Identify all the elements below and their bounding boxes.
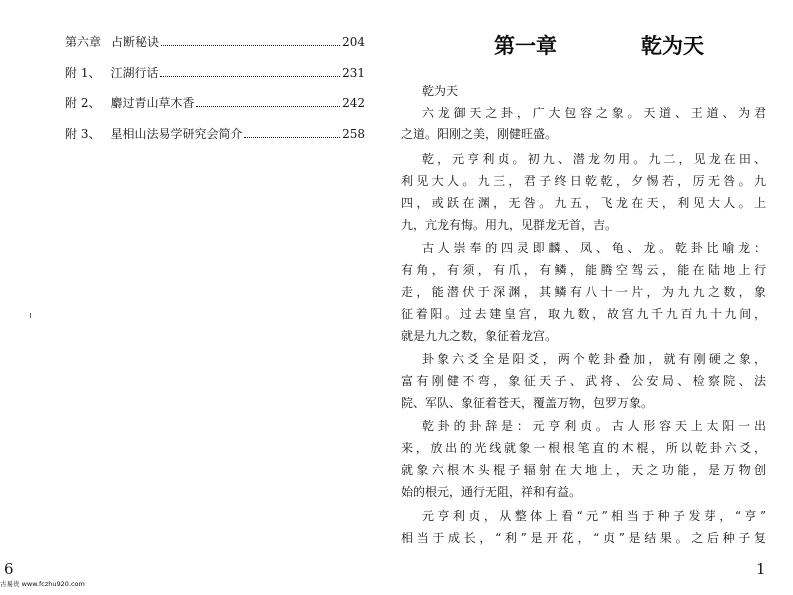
right-page-number: 1 <box>756 560 766 578</box>
body-line: 之道。阳刚之美，刚健旺盛。 <box>401 127 558 141</box>
toc-entry-title: 占断秘诀 <box>111 35 160 49</box>
body-line: 卦象六爻全是阳爻，两个乾卦叠加，就有刚硬之象， <box>422 352 766 366</box>
chapter-body <box>396 83 793 553</box>
toc-entry-page: 242 <box>342 96 365 110</box>
body-line: 四，或跃在渊，无咎。九五，飞龙在天，利见大人。上 <box>401 196 766 210</box>
chapter-heading <box>494 28 704 64</box>
chapter-number: 第一章 <box>494 34 557 58</box>
body-line: 走，能潜伏于深渊，其鳞有八十一片，为九九之数，象 <box>401 285 766 299</box>
body-line: 就是九九之数，象征着龙宫。 <box>401 329 558 343</box>
toc-entry-page: 258 <box>342 126 365 141</box>
table-of-contents <box>65 35 365 157</box>
body-line: 乾，元亨利贞。初九、潜龙勿用。九二，见龙在田、 <box>422 152 766 166</box>
chapter-title: 乾为天 <box>641 34 704 58</box>
body-line: 元亨利贞，从整体上看“元”相当于种子发芽，“亨” <box>422 509 766 523</box>
body-line: 古人崇奉的四灵即麟、凤、龟、龙。乾卦比喻龙： <box>422 241 766 255</box>
footer-watermark-url: 古易贵 www.fczhu920.com <box>0 580 85 588</box>
body-line: 始的根元，通行无阻，祥和有益。 <box>401 485 582 499</box>
toc-entry-label: 附 2、 <box>65 96 101 110</box>
toc-entry-page: 231 <box>342 65 365 80</box>
body-line: 乾为天 <box>422 84 459 98</box>
toc-entry[interactable] <box>65 127 365 142</box>
body-line: 乾卦的卦辞是：元亨利贞。古人形容天上太阳一出 <box>422 419 766 433</box>
toc-dot-leader <box>160 76 340 77</box>
body-line: 九，亢龙有悔。用九，见群龙无首，吉。 <box>401 218 618 232</box>
toc-entry-label: 附 1、 <box>65 65 101 80</box>
body-line: 来，放出的光线就象一根根笔直的木棍，所以乾卦六爻， <box>401 441 766 455</box>
body-line: 利见大人。九三，君子终日乾乾，夕惕若，厉无咎。九 <box>401 174 766 188</box>
toc-entry-label: 第六章 <box>65 35 102 49</box>
toc-entry-title: 星相山法易学研究会简介 <box>110 126 243 141</box>
toc-entry[interactable] <box>65 35 365 50</box>
toc-dot-leader <box>244 137 340 138</box>
right-page <box>396 0 793 595</box>
body-line: 就象六根木头棍子辐射在大地上，天之功能，是万物创 <box>401 463 766 477</box>
scan-speck <box>30 313 31 318</box>
body-line: 院、军队、象征着苍天，覆盖万物，包罗万象。 <box>401 396 654 410</box>
toc-dot-leader <box>196 106 340 107</box>
toc-entry-title: 麝过青山草木香 <box>110 96 195 110</box>
body-line: 六龙御天之卦，广大包容之象。天道、王道、为君 <box>422 106 766 120</box>
toc-dot-leader <box>161 45 340 46</box>
toc-entry-page: 204 <box>342 35 365 49</box>
toc-entry-title: 江湖行话 <box>110 65 159 80</box>
body-line: 相当于成长，“利”是开花，“贞”是结果。之后种子复 <box>401 531 766 545</box>
toc-entry[interactable] <box>65 96 365 111</box>
body-line: 有角，有须，有爪，有鳞，能腾空驾云，能在陆地上行 <box>401 263 766 277</box>
body-line: 富有刚健不弯，象征天子、武将、公安局、检察院、法 <box>401 374 766 388</box>
left-page <box>0 0 396 595</box>
left-page-number: 6 <box>4 560 14 578</box>
body-line: 征着阳。过去建皇宫，取九数，故宫九千九百九十九间， <box>401 307 766 321</box>
toc-entry-label: 附 3、 <box>65 126 101 141</box>
toc-entry[interactable] <box>65 66 365 81</box>
